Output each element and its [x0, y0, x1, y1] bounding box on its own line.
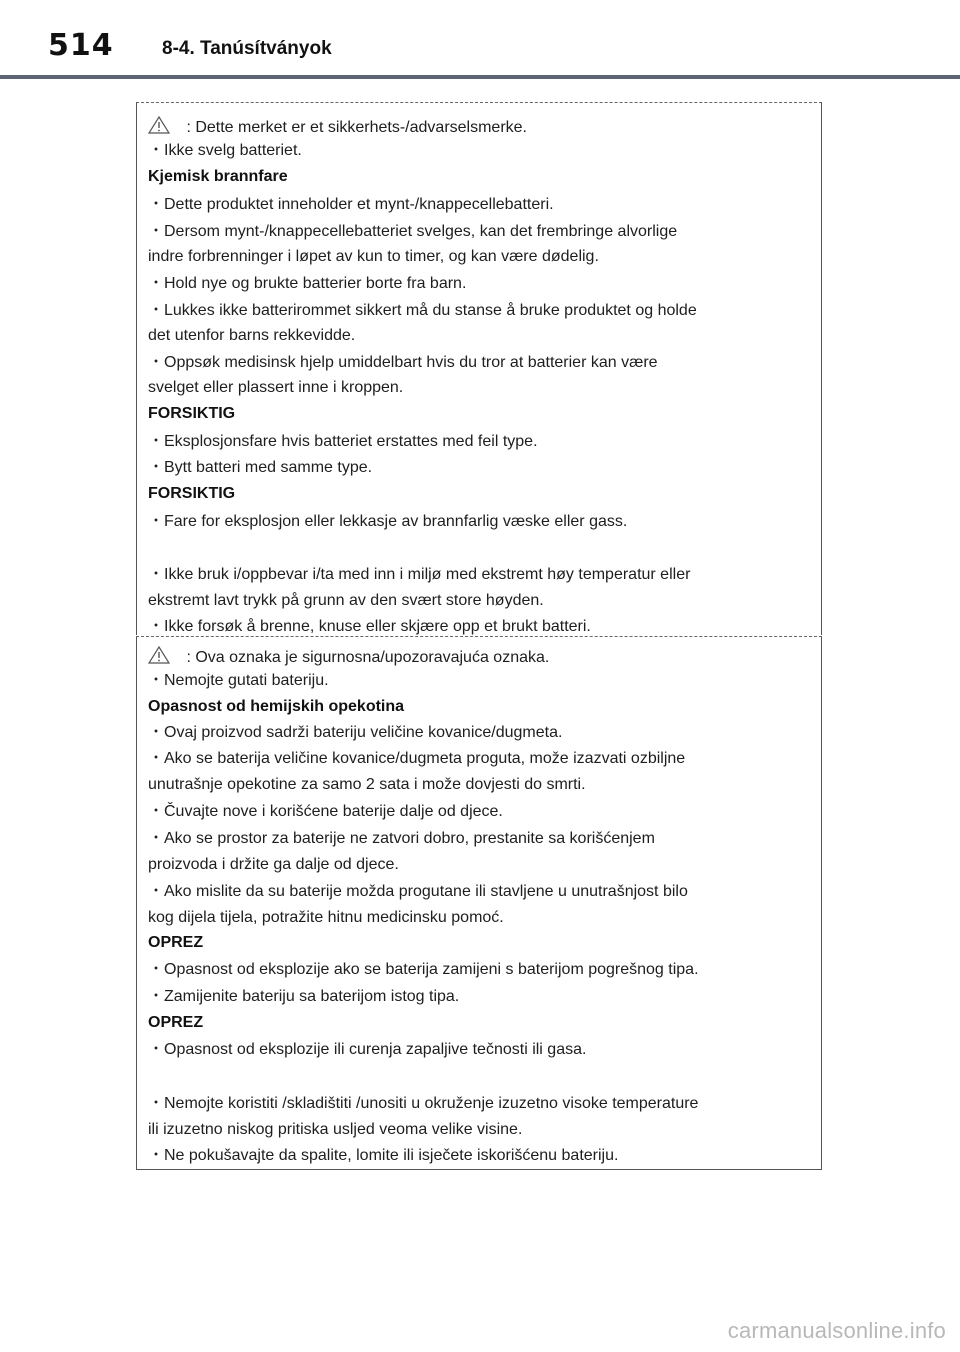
- text-line: ・Ikke bruk i/oppbevar i/ta med inn i miljø med ekstremt høy temperatur eller: [148, 566, 691, 583]
- text-line: ・Hold nye og brukte batterier borte fra barn.: [148, 275, 467, 292]
- text-line: det utenfor barns rekkevidde.: [148, 327, 356, 344]
- subheading: Opasnost od hemijskih opekotina: [148, 698, 405, 715]
- subheading: OPREZ: [148, 934, 204, 951]
- page-number: 514: [48, 28, 114, 63]
- text-line: indre forbrenninger i løpet av kun to timer, og kan være dødelig.: [148, 248, 599, 265]
- subheading: Kjemisk brannfare: [148, 168, 288, 185]
- footer-watermark: carmanualsonline.info: [727, 1318, 946, 1343]
- text-line: proizvoda i držite ga dalje od djece.: [148, 856, 399, 873]
- warning-label-line: : Dette merket er et sikkerhets-/advarselsmerke.: [148, 116, 527, 138]
- text-line: ・Oppsøk medisinsk hjelp umiddelbart hvis du tror at batterier kan være: [148, 354, 658, 371]
- text-line: ・Ako se baterija veličine kovanice/dugmeta proguta, može izazvati ozbiljne: [148, 750, 686, 767]
- warning-label-line: : Ova oznaka je sigurnosna/upozoravajuća oznaka.: [148, 646, 549, 668]
- text-line: unutrašnje opekotine za samo 2 sata i može dovjesti do smrti.: [148, 776, 586, 793]
- text-line: ・Ovaj proizvod sadrži bateriju veličine kovanice/dugmeta.: [148, 724, 563, 741]
- text-line: ・Eksplosjonsfare hvis batteriet erstattes med feil type.: [148, 433, 538, 450]
- page-header: [0, 0, 960, 80]
- text-line: ・Nemojte gutati bateriju.: [148, 672, 329, 689]
- text-line: ekstremt lavt trykk på grunn av den svært store høyden.: [148, 592, 544, 609]
- text-line: ・Lukkes ikke batterirommet sikkert må du stanse å bruke produktet og holde: [148, 302, 697, 319]
- text-line: ・Bytt batteri med samme type.: [148, 459, 373, 476]
- header-rule: [0, 75, 960, 79]
- text-line: ・Opasnost od eksplozije ako se baterija zamijeni s baterijom pogrešnog tipa.: [148, 961, 699, 978]
- subheading: OPREZ: [148, 1014, 204, 1031]
- text-line: kog dijela tijela, potražite hitnu medicinsku pomoć.: [148, 909, 504, 926]
- text-line: ・Zamijenite bateriju sa baterijom istog tipa.: [148, 988, 460, 1005]
- warning-triangle-icon: [148, 116, 170, 134]
- text-line: ・Ako se prostor za baterije ne zatvori dobro, prestanite sa korišćenjem: [148, 830, 655, 847]
- warning-triangle-icon: [148, 646, 170, 664]
- text-line: ・Čuvajte nove i korišćene baterije dalje od djece.: [148, 803, 503, 820]
- text-line: ・Dersom mynt-/knappecellebatteriet svelges, kan det frembringe alvorlige: [148, 223, 678, 240]
- text-line: ・Ikke svelg batteriet.: [148, 142, 302, 159]
- subheading: FORSIKTIG: [148, 485, 236, 502]
- section-title: 8-4. Tanúsítványok: [162, 38, 332, 59]
- text-line: svelget eller plassert inne i kroppen.: [148, 379, 404, 396]
- subheading: FORSIKTIG: [148, 405, 236, 422]
- text-line: ・Nemojte koristiti /skladištiti /unositi u okruženje izuzetno visoke temperature: [148, 1095, 699, 1112]
- text-line: ・Ako mislite da su baterije možda progutane ili stavljene u unutrašnjost bilo: [148, 883, 688, 900]
- text-line: ・Dette produktet inneholder et mynt-/knappecellebatteri.: [148, 196, 554, 213]
- text-line: ・Ikke forsøk å brenne, knuse eller skjære opp et brukt batteri.: [148, 618, 591, 635]
- text-line: ・Opasnost od eksplozije ili curenja zapaljive tečnosti ili gasa.: [148, 1041, 587, 1058]
- text-line: ・Ne pokušavajte da spalite, lomite ili isječete iskorišćenu bateriju.: [148, 1147, 619, 1164]
- text-line: ili izuzetno niskog pritiska usljed veoma velike visine.: [148, 1121, 523, 1138]
- text-line: ・Fare for eksplosjon eller lekkasje av brannfarlig væske eller gass.: [148, 513, 628, 530]
